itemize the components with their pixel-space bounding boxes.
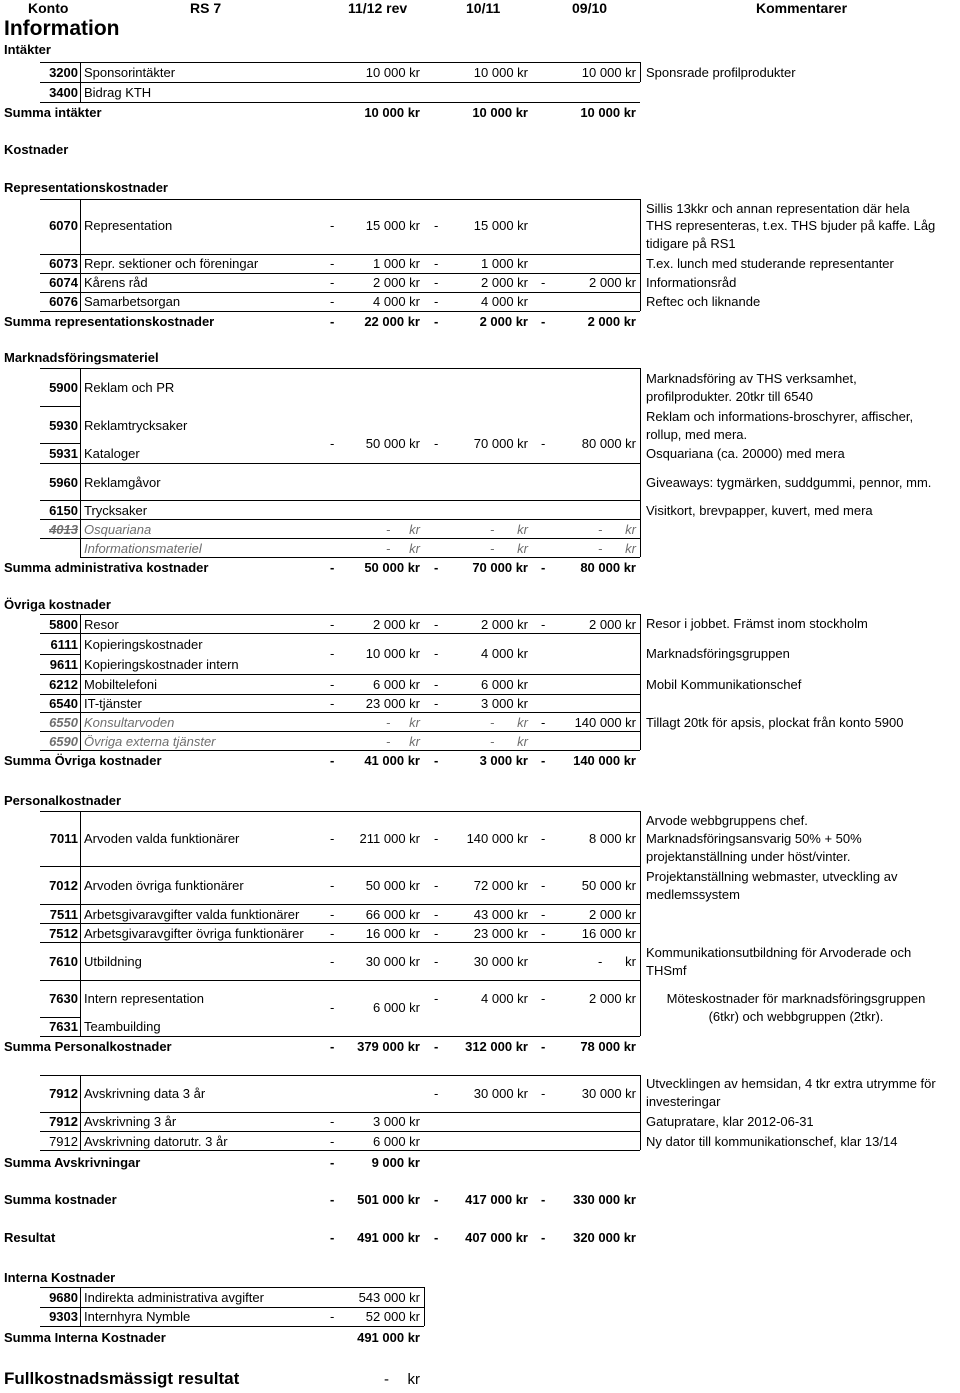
- minus-sign: -: [330, 753, 335, 768]
- amount-1112: kr: [409, 715, 420, 730]
- amount-0910: 80 000 kr: [581, 436, 636, 451]
- account-name: Arbetsgivaravgifter övriga funktionärer: [84, 926, 304, 941]
- minus-sign: -: [434, 1086, 439, 1101]
- minus-sign: -: [434, 1039, 439, 1054]
- account-name: Reklamtrycksaker: [84, 418, 188, 433]
- account-code: 9611: [49, 657, 78, 672]
- amount-1011: 140 000 kr: [466, 831, 528, 846]
- minus-sign: -: [330, 1000, 335, 1015]
- amount-0910: 16 000 kr: [581, 926, 636, 941]
- account-name: IT-tjänster: [84, 696, 142, 711]
- account-code: 7912: [49, 1134, 78, 1149]
- sum-label: Summa intäkter: [4, 105, 102, 120]
- minus-sign: -: [330, 218, 335, 233]
- minus-sign: -: [434, 677, 439, 692]
- amount-0910: kr: [625, 541, 636, 556]
- amount-1112: 23 000 kr: [365, 696, 420, 711]
- amount-1112: 4 000 kr: [373, 294, 420, 309]
- account-code: 6212: [49, 677, 78, 692]
- comment: Marknadsföring av THS verksamhet,: [646, 371, 857, 386]
- account-name: Repr. sektioner och föreningar: [84, 256, 259, 271]
- minus-sign: -: [541, 314, 546, 329]
- section-heading: Representationskostnader: [4, 180, 168, 195]
- minus-sign: -: [330, 1192, 335, 1207]
- section-heading: Marknadsföringsmateriel: [4, 350, 159, 365]
- amount-1112: 16 000 kr: [365, 926, 420, 941]
- account-name: Avskrivning 3 år: [84, 1114, 177, 1129]
- amount-1011: kr: [517, 522, 528, 537]
- sum-1011: 2 000 kr: [479, 314, 528, 329]
- account-code: 6590: [49, 734, 78, 749]
- minus-sign: -: [541, 907, 546, 922]
- account-name: Arvoden valda funktionärer: [84, 831, 240, 846]
- comment: Gatupratare, klar 2012-06-31: [646, 1114, 814, 1129]
- section-heading: Interna Kostnader: [4, 1270, 116, 1285]
- amount-1011: 1 000 kr: [481, 256, 528, 271]
- minus-sign: -: [330, 696, 335, 711]
- account-code: 7011: [49, 831, 78, 846]
- minus-sign: -: [330, 1039, 335, 1054]
- minus-sign: -: [330, 907, 335, 922]
- account-code: 7631: [49, 1019, 78, 1034]
- sum-1112: 491 000 kr: [357, 1330, 420, 1345]
- comment: Arvode webbgruppens chef.: [646, 813, 808, 828]
- minus-sign: -: [330, 831, 335, 846]
- comment: THSmf: [646, 963, 687, 978]
- account-code: 9303: [49, 1309, 78, 1324]
- account-code: 7511: [49, 907, 78, 922]
- account-code: 3400: [49, 85, 78, 100]
- account-name: Resor: [84, 617, 119, 632]
- comment: Giveaways: tygmärken, suddgummi, pennor, mm.: [646, 475, 932, 490]
- minus-sign: -: [330, 294, 335, 309]
- minus-sign: -: [541, 1039, 546, 1054]
- minus-sign: -: [386, 734, 391, 749]
- amount-0910: 10 000 kr: [581, 65, 636, 80]
- sum-1112: 41 000 kr: [364, 753, 420, 768]
- sum-1112: 10 000 kr: [364, 105, 420, 120]
- amount-0910: kr: [625, 522, 636, 537]
- minus-sign: -: [330, 878, 335, 893]
- minus-sign: -: [434, 560, 439, 575]
- account-code: 9680: [49, 1290, 78, 1305]
- comment: projektanställning under höst/vinter.: [646, 849, 851, 864]
- amount-0910: 2 000 kr: [589, 991, 636, 1006]
- minus-sign: -: [434, 753, 439, 768]
- minus-sign: -: [330, 560, 335, 575]
- amount-1011: 72 000 kr: [473, 878, 528, 893]
- sum-label: Summa Personalkostnader: [4, 1039, 172, 1054]
- sum-1011: 70 000 kr: [472, 560, 528, 575]
- minus-sign: -: [330, 926, 335, 941]
- amount-1112: 6 000 kr: [373, 1000, 420, 1015]
- minus-sign: -: [541, 560, 546, 575]
- amount-0910: 140 000 kr: [574, 715, 636, 730]
- account-name: Arbetsgivaravgifter valda funktionärer: [84, 907, 300, 922]
- section-heading: Övriga kostnader: [4, 597, 111, 612]
- account-code: 6073: [49, 256, 78, 271]
- comment: investeringar: [646, 1094, 721, 1109]
- minus-sign: -: [434, 436, 439, 451]
- comment: Informationsråd: [646, 275, 737, 290]
- amount-0910: 2 000 kr: [589, 907, 636, 922]
- account-name: Internhyra Nymble: [84, 1309, 191, 1324]
- minus-sign: -: [434, 831, 439, 846]
- amount-1011: 30 000 kr: [473, 954, 528, 969]
- account-code: 6150: [49, 503, 78, 518]
- account-name: Reklamgåvor: [84, 475, 161, 490]
- comment: tidigare på RS1: [646, 236, 736, 251]
- result-1112: 491 000 kr: [357, 1230, 420, 1245]
- amount-1112: 3 000 kr: [373, 1114, 420, 1129]
- minus-sign: -: [490, 734, 495, 749]
- sum-1112: 379 000 kr: [357, 1039, 420, 1054]
- sum-1011: 10 000 kr: [472, 105, 528, 120]
- account-code: 7912: [49, 1086, 78, 1101]
- minus-sign: -: [434, 314, 439, 329]
- account-name: Representation: [84, 218, 173, 233]
- amount-1011: 2 000 kr: [481, 275, 528, 290]
- minus-sign: -: [330, 954, 335, 969]
- header-0910: 09/10: [572, 0, 608, 16]
- sum-0910: 140 000 kr: [573, 753, 636, 768]
- minus-sign: -: [434, 275, 439, 290]
- comment: Reklam och informations-broschyrer, affischer,: [646, 409, 914, 424]
- comment: Projektanställning webmaster, utveckling av: [646, 869, 898, 884]
- amount-1011: kr: [517, 541, 528, 556]
- account-name: Informationsmateriel: [84, 541, 202, 556]
- sum-1011: 312 000 kr: [465, 1039, 528, 1054]
- amount-1011: kr: [517, 715, 528, 730]
- minus-sign: -: [541, 753, 546, 768]
- full-cost-result-label: Fullkostnadsmässigt resultat: [4, 1369, 240, 1388]
- minus-sign: -: [330, 314, 335, 329]
- amount-1011: 10 000 kr: [473, 65, 528, 80]
- minus-sign: -: [330, 256, 335, 271]
- account-code: 6076: [49, 294, 78, 309]
- minus-sign: -: [330, 1134, 335, 1149]
- amount-1112: 2 000 kr: [373, 275, 420, 290]
- sum-0910: 80 000 kr: [580, 560, 636, 575]
- comment: profilprodukter. 20tkr till 6540: [646, 389, 813, 404]
- minus-sign: -: [386, 522, 391, 537]
- sum-1112: 50 000 kr: [364, 560, 420, 575]
- amount-1011: 30 000 kr: [473, 1086, 528, 1101]
- header-konto: Konto: [28, 0, 69, 16]
- minus-sign: -: [434, 878, 439, 893]
- account-name: Bidrag KTH: [84, 85, 152, 100]
- account-code: 7912: [49, 1114, 78, 1129]
- sum-1011: 3 000 kr: [479, 753, 528, 768]
- amount-1112: 66 000 kr: [365, 907, 420, 922]
- account-name: Utbildning: [84, 954, 142, 969]
- minus-sign: -: [330, 617, 335, 632]
- amount-1112: 30 000 kr: [365, 954, 420, 969]
- account-name: Kopieringskostnader intern: [84, 657, 239, 672]
- minus-sign: -: [541, 926, 546, 941]
- amount-0910: 2 000 kr: [589, 275, 636, 290]
- account-name: Kataloger: [84, 446, 140, 461]
- header-1112: 11/12 rev: [348, 0, 408, 16]
- minus-sign: -: [541, 617, 546, 632]
- minus-sign: -: [598, 954, 603, 969]
- result-0910: 320 000 kr: [573, 1230, 636, 1245]
- sum-1112: 501 000 kr: [357, 1192, 420, 1207]
- amount-1112: 50 000 kr: [365, 436, 420, 451]
- amount-0910: 30 000 kr: [581, 1086, 636, 1101]
- comment: T.ex. lunch med studerande representanter: [646, 256, 894, 271]
- sum-1011: 417 000 kr: [465, 1192, 528, 1207]
- account-code: 6550: [49, 715, 78, 730]
- minus-sign: -: [598, 541, 603, 556]
- account-name: Samarbetsorgan: [84, 294, 181, 309]
- minus-sign: -: [541, 1192, 546, 1207]
- account-name: Mobiltelefoni: [84, 677, 157, 692]
- minus-sign: -: [490, 715, 495, 730]
- account-name: Avskrivning datorutr. 3 år: [84, 1134, 228, 1149]
- section-heading: Personalkostnader: [4, 793, 122, 808]
- amount-1011: 4 000 kr: [481, 991, 528, 1006]
- minus-sign: -: [434, 696, 439, 711]
- amount-1112: 50 000 kr: [365, 878, 420, 893]
- comment: medlemssystem: [646, 887, 740, 902]
- minus-sign: -: [541, 1230, 546, 1245]
- minus-sign: -: [541, 878, 546, 893]
- minus-sign: -: [490, 522, 495, 537]
- amount-1011: kr: [517, 734, 528, 749]
- minus-sign: -: [434, 646, 439, 661]
- account-name: Kårens råd: [84, 275, 148, 290]
- minus-sign: -: [434, 218, 439, 233]
- minus-sign: -: [434, 294, 439, 309]
- amount-0910: 8 000 kr: [589, 831, 636, 846]
- sum-label: Summa Övriga kostnader: [4, 753, 162, 768]
- comment: Utvecklingen av hemsidan, 4 tkr extra utrymme för: [646, 1076, 936, 1091]
- comment: THS representeras, t.ex. THS bjuder på kaffe. Låg: [646, 218, 936, 233]
- account-code: 6111: [50, 637, 78, 652]
- amount-1112: kr: [409, 541, 420, 556]
- amount-1112: 211 000 kr: [359, 831, 420, 846]
- account-code: 3200: [49, 65, 78, 80]
- amount-1112: kr: [409, 734, 420, 749]
- sum-1112: 9 000 kr: [371, 1155, 420, 1170]
- comment: Osquariana (ca. 20000) med mera: [646, 446, 845, 461]
- minus-sign: -: [330, 436, 335, 451]
- minus-sign: -: [330, 1309, 335, 1324]
- minus-sign: -: [434, 1192, 439, 1207]
- amount-1011: 4 000 kr: [481, 294, 528, 309]
- sum-0910: 330 000 kr: [573, 1192, 636, 1207]
- minus-sign: -: [541, 1086, 546, 1101]
- amount-1112: 543 000 kr: [358, 1290, 420, 1305]
- account-name: Reklam och PR: [84, 380, 175, 395]
- amount-1011: 3 000 kr: [481, 696, 528, 711]
- account-name: Intern representation: [84, 991, 204, 1006]
- minus-sign: -: [434, 907, 439, 922]
- result-label: Resultat: [4, 1230, 56, 1245]
- amount-1011: 43 000 kr: [473, 907, 528, 922]
- section-heading: Kostnader: [4, 142, 69, 157]
- sum-1112: 22 000 kr: [364, 314, 420, 329]
- result-1011: 407 000 kr: [465, 1230, 528, 1245]
- header-rs7: RS 7: [190, 0, 222, 16]
- sum-label: Summa Avskrivningar: [4, 1155, 141, 1170]
- account-name: Kopieringskostnader: [84, 637, 203, 652]
- amount-1011: 2 000 kr: [481, 617, 528, 632]
- minus-sign: -: [330, 1230, 335, 1245]
- account-name: Teambuilding: [84, 1019, 161, 1034]
- account-code: 5931: [49, 446, 78, 461]
- amount-1112: 6 000 kr: [373, 1134, 420, 1149]
- comment: Marknadsföringsansvarig 50% + 50%: [646, 831, 862, 846]
- minus-sign: -: [541, 715, 546, 730]
- minus-sign: -: [330, 275, 335, 290]
- amount-1112: 1 000 kr: [373, 256, 420, 271]
- amount-1011: 15 000 kr: [473, 218, 528, 233]
- sum-label: Summa Interna Kostnader: [4, 1330, 166, 1345]
- account-name: Övriga externa tjänster: [84, 734, 216, 749]
- minus-sign: -: [541, 436, 546, 451]
- amount-0910: kr: [625, 954, 636, 969]
- comment: Resor i jobbet. Främst inom stockholm: [646, 616, 868, 631]
- amount-1112: 52 000 kr: [365, 1309, 420, 1324]
- minus-sign: -: [541, 991, 546, 1006]
- account-name: Avskrivning data 3 år: [84, 1086, 206, 1101]
- minus-sign: -: [330, 646, 335, 661]
- amount-1011: 23 000 kr: [473, 926, 528, 941]
- minus-sign: -: [434, 954, 439, 969]
- account-code: 6070: [49, 218, 78, 233]
- minus-sign: -: [434, 1230, 439, 1245]
- amount-1112: kr: [409, 522, 420, 537]
- minus-sign: -: [541, 275, 546, 290]
- account-name: Osquariana: [84, 522, 152, 537]
- amount-1011: 70 000 kr: [473, 436, 528, 451]
- comment: Mobil Kommunikationschef: [646, 677, 802, 692]
- comment: Ny dator till kommunikationschef, klar 13/14: [646, 1134, 898, 1149]
- account-code: 4013: [49, 522, 78, 537]
- minus-sign: -: [386, 541, 391, 556]
- comment: Visitkort, brevpapper, kuvert, med mera: [646, 503, 873, 518]
- comment: Sponsrade profilprodukter: [646, 65, 796, 80]
- sum-0910: 78 000 kr: [580, 1039, 636, 1054]
- sum-label: Summa administrativa kostnader: [4, 560, 209, 575]
- account-code: 7610: [49, 954, 78, 969]
- account-code: 5800: [49, 617, 78, 632]
- minus-sign: -: [541, 831, 546, 846]
- amount-1112: 6 000 kr: [373, 677, 420, 692]
- comment: rollup, med mera.: [646, 427, 748, 442]
- amount-1112: 10 000 kr: [365, 646, 420, 661]
- comment: Kommunikationsutbildning för Arvoderade och: [646, 945, 912, 960]
- account-code: 7012: [49, 878, 78, 893]
- minus-sign: -: [330, 677, 335, 692]
- section-heading: Intäkter: [4, 42, 51, 57]
- header-1011: 10/11: [466, 0, 501, 16]
- account-code: 5900: [49, 380, 78, 395]
- minus-sign: -: [434, 926, 439, 941]
- account-name: Indirekta administrativa avgifter: [84, 1290, 264, 1305]
- full-cost-result-value: kr: [407, 1371, 420, 1388]
- comment: Reftec och liknande: [646, 294, 761, 309]
- sum-0910: 2 000 kr: [587, 314, 636, 329]
- minus-sign: -: [434, 256, 439, 271]
- account-name: Konsultarvoden: [84, 715, 175, 730]
- amount-0910: 2 000 kr: [589, 617, 636, 632]
- comment: Sillis 13kkr och annan representation där hela: [646, 201, 910, 216]
- account-name: Trycksaker: [84, 503, 148, 518]
- amount-1112: 10 000 kr: [365, 65, 420, 80]
- amount-1112: 15 000 kr: [365, 218, 420, 233]
- account-code: 6540: [49, 696, 78, 711]
- sum-0910: 10 000 kr: [580, 105, 636, 120]
- sum-label: Summa kostnader: [4, 1192, 117, 1207]
- account-code: 6074: [49, 275, 78, 290]
- account-code: 7630: [49, 991, 78, 1006]
- page-title: Information: [4, 17, 120, 40]
- amount-1011: 6 000 kr: [481, 677, 528, 692]
- account-name: Arvoden övriga funktionärer: [84, 878, 244, 893]
- minus-sign: -: [386, 715, 391, 730]
- sum-label: Summa representationskostnader: [4, 314, 215, 329]
- minus-sign: -: [330, 1155, 335, 1170]
- comment: Marknadsföringsgruppen: [646, 646, 790, 661]
- amount-1112: 2 000 kr: [373, 617, 420, 632]
- minus-sign: -: [330, 1114, 335, 1129]
- account-code: 5960: [49, 475, 78, 490]
- account-code: 7512: [49, 926, 78, 941]
- minus-sign: -: [434, 991, 439, 1006]
- minus-sign: -: [384, 1371, 389, 1388]
- comment: (6tkr) och webbgruppen (2tkr).: [708, 1009, 884, 1024]
- minus-sign: -: [598, 522, 603, 537]
- minus-sign: -: [490, 541, 495, 556]
- comment: Tillagt 20tk för apsis, plockat från konto 5900: [646, 715, 904, 730]
- header-comments: Kommentarer: [756, 0, 848, 16]
- account-name: Sponsorintäkter: [84, 65, 176, 80]
- amount-0910: 50 000 kr: [581, 878, 636, 893]
- amount-1011: 4 000 kr: [481, 646, 528, 661]
- comment: Möteskostnader för marknadsföringsgruppen: [666, 991, 926, 1006]
- minus-sign: -: [434, 617, 439, 632]
- account-code: 5930: [49, 418, 78, 433]
